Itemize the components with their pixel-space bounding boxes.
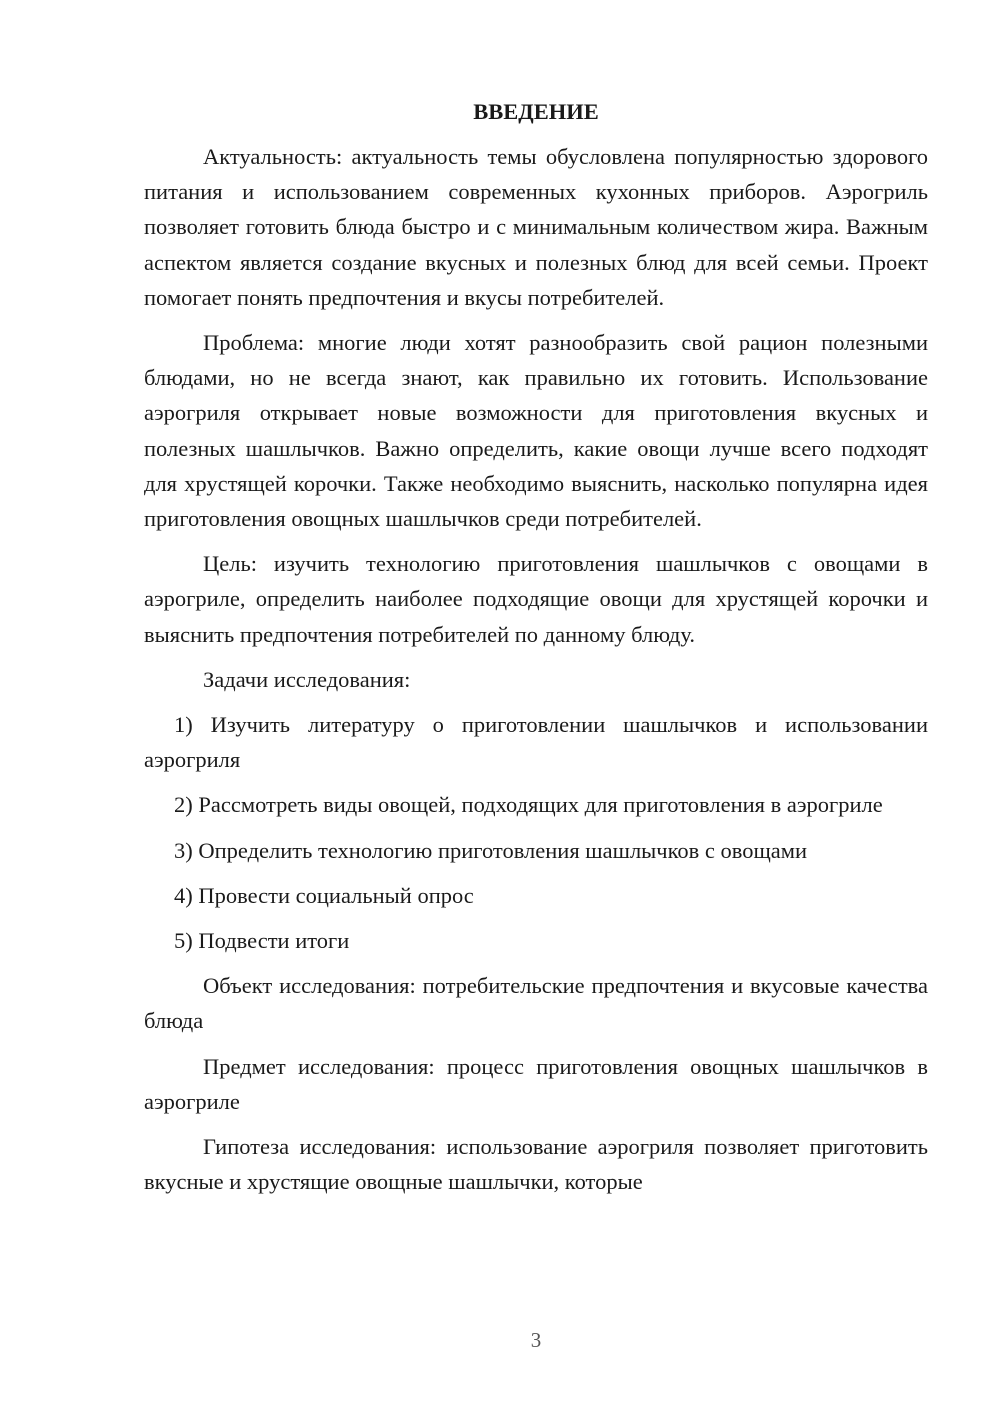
paragraph-problem: Проблема: многие люди хотят разнообразить свой рацион полезными блюдами, но не всегда знают, как правильно их готовить. Использование аэрогриля открывает новые возможности для приготовления вкусных и полезных шашлычков. Важно определить, какие овощи лучше всего подходят для хрустящей корочки. Также необходимо выяснить, насколько популярна идея приготовления овощных шашлычков среди потребителей.	[144, 330, 928, 532]
list-item-task-4: 4) Провести социальный опрос	[174, 882, 474, 908]
paragraph-goal: Цель: изучить технологию приготовления шашлычков с овощами в аэрогриле, определить наиболее подходящие овощи для хрустящей корочки и выяснить предпочтения потребителей по данному блюду.	[144, 551, 928, 647]
tasks-list	[144, 707, 928, 958]
section-title: ВВЕДЕНИЕ	[473, 99, 599, 124]
paragraph-subject: Предмет исследования: процесс приготовления овощных шашлычков в аэрогриле	[144, 1053, 928, 1114]
paragraph-hypothesis: Гипотеза исследования: использование аэрогриля позволяет приготовить вкусные и хрустящие овощные шашлычки, которые	[144, 1134, 928, 1195]
page-number: 3	[530, 1328, 542, 1352]
list-item-task-5: 5) Подвести итоги	[174, 928, 350, 954]
tasks-heading: Задачи исследования:	[203, 666, 411, 692]
list-item-task-2: 2) Рассмотреть виды овощей, подходящих для приготовления в аэрогриле	[174, 792, 883, 818]
paragraph-object: Объект исследования: потребительские предпочтения и вкусовые качества блюда	[144, 973, 928, 1034]
paragraph-relevance: Актуальность: актуальность темы обусловлена популярностью здорового питания и использованием современных кухонных приборов. Аэрогриль позволяет готовить блюда быстро и с минимальным количеством жира. Важным аспектом является создание вкусных и полезных блюд для всей семьи. Проект помогает понять предпочтения и вкусы потребителей.	[144, 144, 928, 310]
list-item-task-1: 1) Изучить литературу о приготовлении шашлычков и использовании аэрогриля	[144, 712, 928, 773]
list-item-task-3: 3) Определить технологию приготовления шашлычков с овощами	[174, 837, 808, 863]
document-body	[144, 94, 928, 1209]
